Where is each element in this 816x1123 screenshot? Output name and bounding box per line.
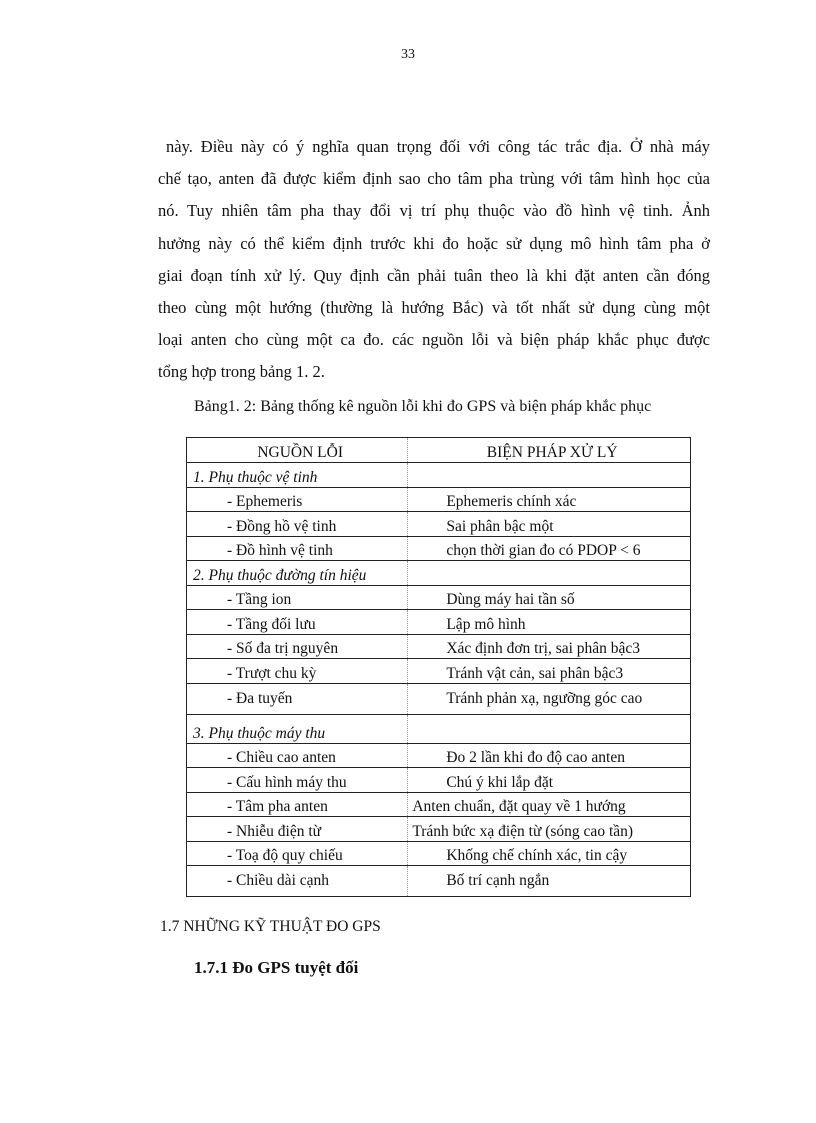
table-group-row (187, 463, 691, 488)
table-group-row (187, 561, 691, 586)
table-row (187, 512, 691, 537)
paragraph-line: chế tạo, anten đã được kiểm định sao cho tâm pha trùng với tâm hình học của (158, 169, 710, 189)
paragraph-line: giai đoạn tính xử lý. Quy định cần phải tuân theo là khi đặt anten cần đóng (158, 265, 710, 285)
header-remedy: BIỆN PHÁP XỬ LÝ (408, 438, 691, 463)
remedy-cell: Chú ý khi lắp đặt (408, 768, 691, 793)
table-group-row (187, 714, 691, 743)
remedy-cell: Anten chuẩn, đặt quay về 1 hướng (408, 792, 691, 817)
remedy-cell: Đo 2 lần khi đo độ cao anten (408, 743, 691, 768)
paragraph-line: này. Điều này có ý nghĩa quan trọng đối với công tác trắc địa. Ở nhà máy (166, 137, 710, 156)
remedy-cell: Ephemeris chính xác (408, 487, 691, 512)
error-sources-table (186, 437, 691, 897)
table-row (187, 487, 691, 512)
table-row (187, 866, 691, 897)
remedy-cell: chọn thời gian đo có PDOP < 6 (408, 536, 691, 561)
table-row (187, 683, 691, 714)
error-source-cell: - Tầng ion (187, 585, 408, 610)
error-source-cell: - Trượt chu kỳ (187, 659, 408, 684)
page-number: 33 (401, 47, 415, 62)
remedy-cell: Tránh bức xạ điện từ (sóng cao tần) (408, 817, 691, 842)
paragraph-line: loại anten cho cùng một ca đo. các nguồn lỗi và biện pháp khắc phục được (158, 330, 710, 350)
table-row (187, 659, 691, 684)
paragraph-line: hưởng này có thể kiểm định trước khi đo hoặc sử dụng mô hình tâm pha ở (158, 233, 710, 253)
error-source-cell: - Số đa trị nguyên (187, 634, 408, 659)
remedy-cell: Dùng máy hai tần số (408, 585, 691, 610)
group-title: 3. Phụ thuộc máy thu (187, 714, 408, 743)
paragraph-line: tổng hợp trong bảng 1. 2. (158, 362, 325, 382)
error-source-cell: - Ephemeris (187, 487, 408, 512)
remedy-cell: Lập mô hình (408, 610, 691, 635)
section-heading: 1.7 NHỮNG KỸ THUẬT ĐO GPS (160, 918, 381, 935)
error-source-cell: - Đồ hình vệ tinh (187, 536, 408, 561)
table-row (187, 792, 691, 817)
remedy-cell: Xác định đơn trị, sai phân bậc3 (408, 634, 691, 659)
error-source-cell: - Tâm pha anten (187, 792, 408, 817)
remedy-cell: Tránh phản xạ, ngưỡng góc cao (408, 683, 691, 714)
error-source-cell: - Tầng đối lưu (187, 610, 408, 635)
header-error-source: NGUỒN LỖI (187, 438, 408, 463)
error-source-cell: - Đa tuyến (187, 683, 408, 714)
error-source-cell: - Chiều cao anten (187, 743, 408, 768)
remedy-cell: Tránh vật cản, sai phân bậc3 (408, 659, 691, 684)
error-source-cell: - Toạ độ quy chiếu (187, 841, 408, 866)
subsection-heading: 1.7.1 Đo GPS tuyệt đối (194, 958, 359, 977)
table-row (187, 841, 691, 866)
paragraph-line: nó. Tuy nhiên tâm pha thay đổi vị trí phụ thuộc vào đồ hình vệ tinh. Ảnh (158, 201, 710, 221)
group-title: 2. Phụ thuộc đường tín hiệu (187, 561, 408, 586)
body-paragraph (158, 131, 710, 389)
remedy-cell: Sai phân bậc một (408, 512, 691, 537)
remedy-cell: Bố trí cạnh ngắn (408, 866, 691, 897)
table-header-row (187, 438, 691, 463)
error-source-cell: - Chiều dài cạnh (187, 866, 408, 897)
table-row (187, 634, 691, 659)
group-title: 1. Phụ thuộc vệ tinh (187, 463, 408, 488)
remedy-cell: Khống chế chính xác, tin cậy (408, 841, 691, 866)
paragraph-line: theo cùng một hướng (thường là hướng Bắc) và tốt nhất sử dụng cùng một (158, 298, 710, 318)
error-source-cell: - Cấu hình máy thu (187, 768, 408, 793)
table-row (187, 585, 691, 610)
table-row (187, 817, 691, 842)
error-source-cell: - Đồng hồ vệ tinh (187, 512, 408, 537)
error-source-cell: - Nhiễu điện từ (187, 817, 408, 842)
table-row (187, 743, 691, 768)
table-row (187, 610, 691, 635)
table-caption: Bảng1. 2: Bảng thống kê nguồn lỗi khi đo GPS và biện pháp khắc phục (194, 398, 652, 415)
table-row (187, 768, 691, 793)
table-row (187, 536, 691, 561)
